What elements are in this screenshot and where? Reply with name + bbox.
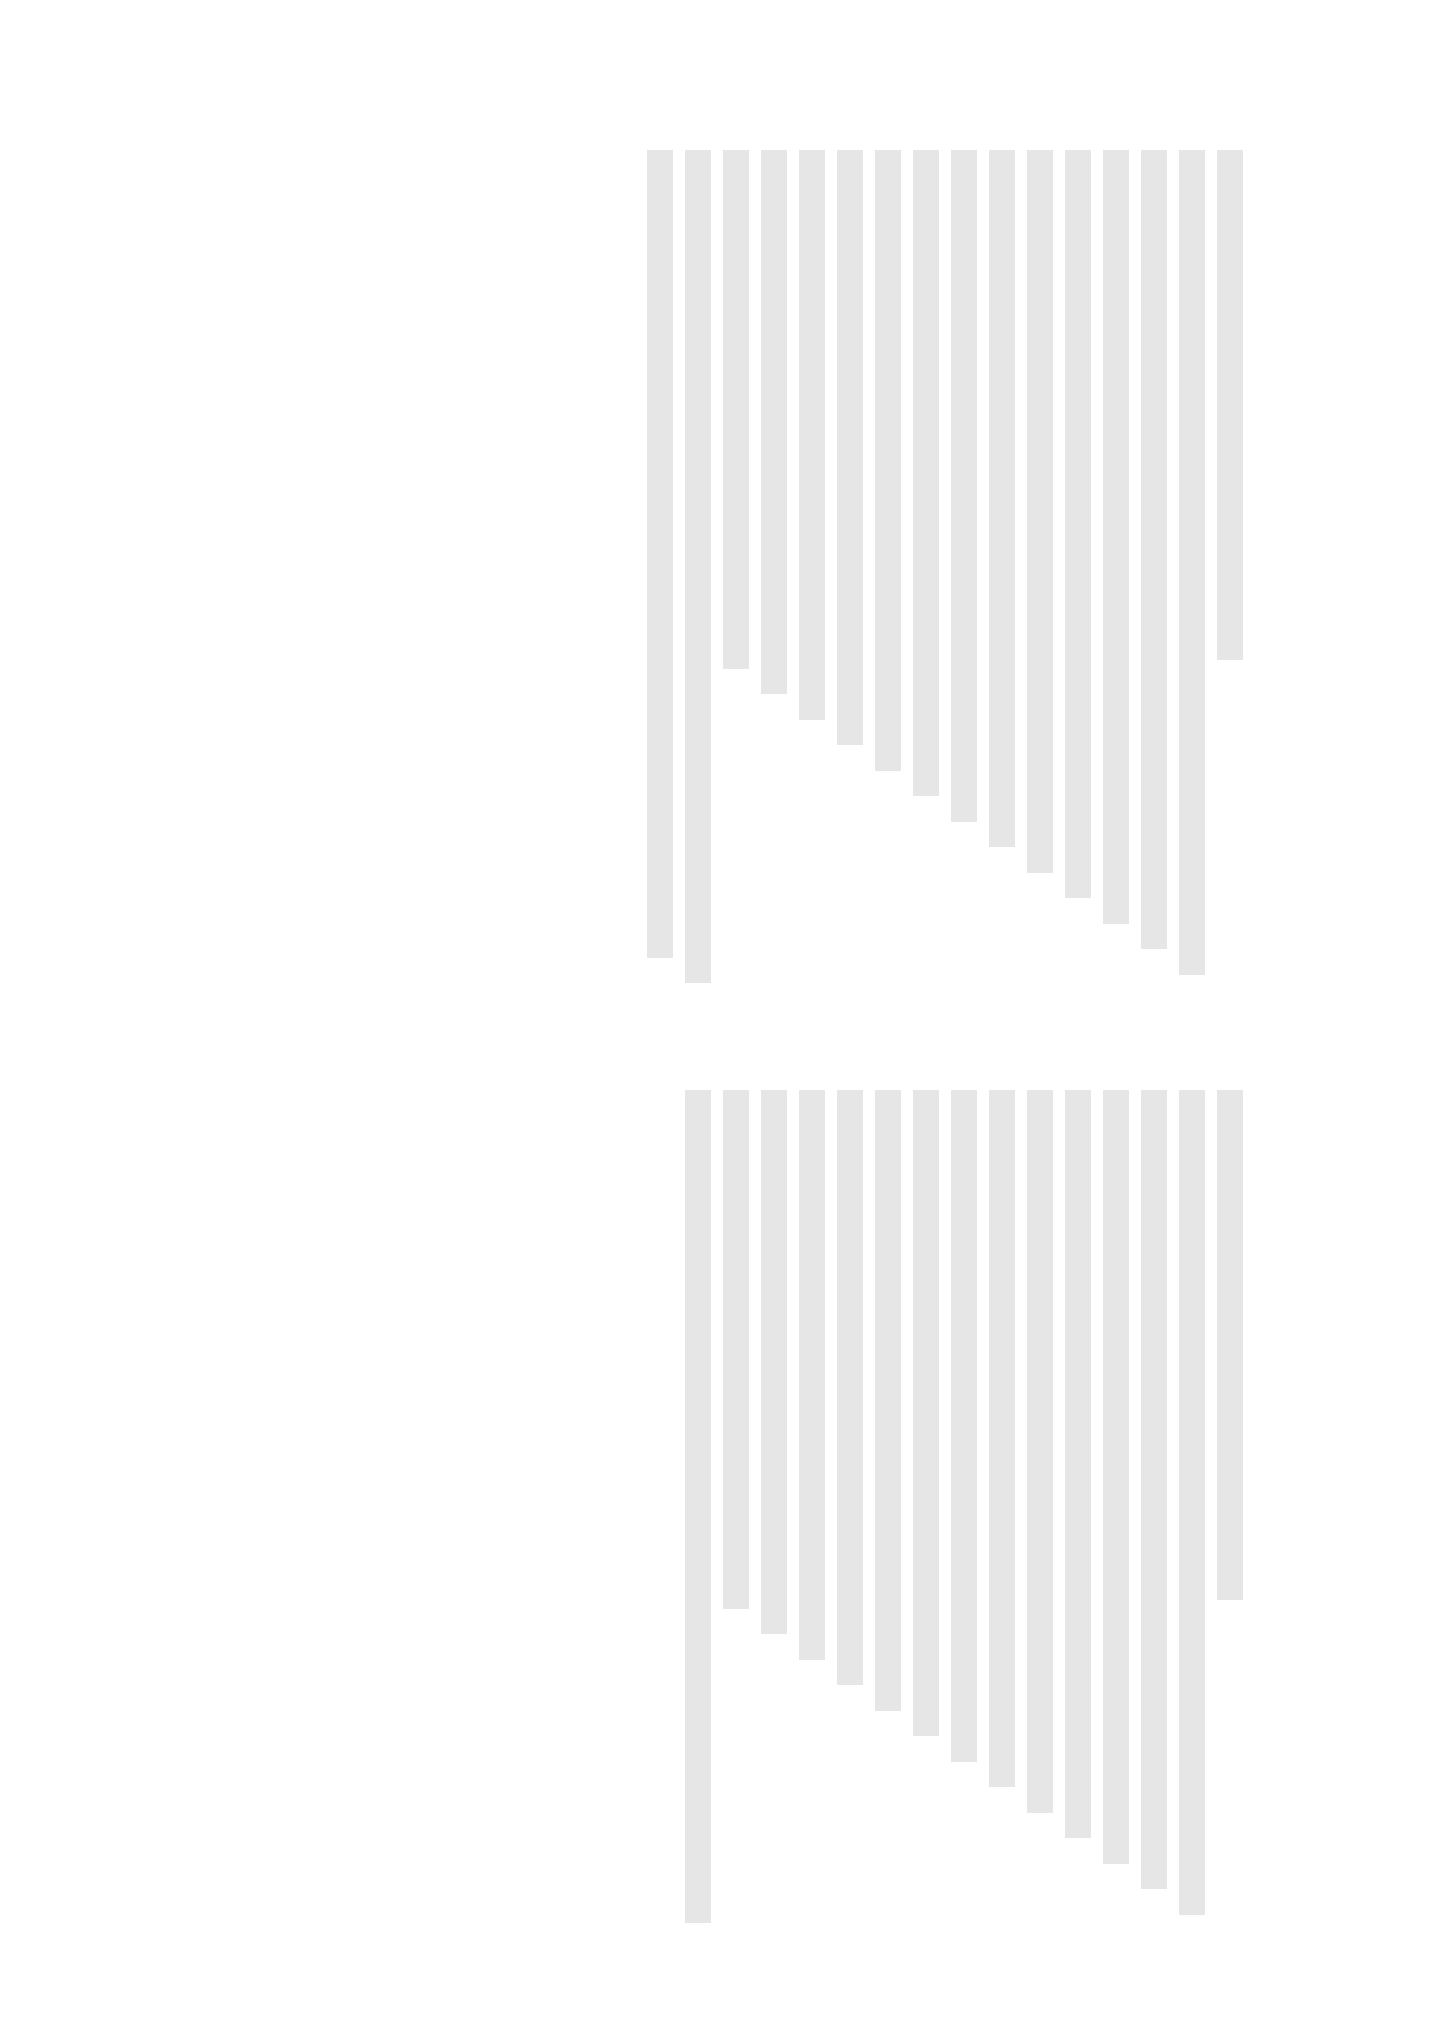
text-column-placeholder bbox=[875, 150, 901, 771]
text-column-placeholder bbox=[799, 1090, 825, 1660]
text-column-placeholder bbox=[723, 150, 749, 669]
text-column-placeholder bbox=[951, 1090, 977, 1762]
text-column-placeholder bbox=[989, 1090, 1015, 1787]
text-block-top bbox=[647, 150, 1243, 1000]
text-column-placeholder bbox=[685, 150, 711, 983]
text-column-placeholder bbox=[799, 150, 825, 720]
text-column-placeholder bbox=[1065, 150, 1091, 898]
text-column-placeholder bbox=[761, 1090, 787, 1634]
text-column-placeholder bbox=[989, 150, 1015, 847]
text-column-placeholder bbox=[1179, 1090, 1205, 1915]
text-column-placeholder bbox=[647, 150, 673, 958]
text-column-placeholder bbox=[685, 1090, 711, 1923]
text-column-placeholder bbox=[723, 1090, 749, 1609]
text-column-placeholder bbox=[951, 150, 977, 822]
text-column-placeholder bbox=[1179, 150, 1205, 975]
text-column-placeholder bbox=[1217, 1090, 1243, 1600]
text-column-placeholder bbox=[1141, 1090, 1167, 1889]
text-column-placeholder bbox=[1217, 150, 1243, 660]
text-column-placeholder bbox=[913, 150, 939, 796]
text-column-placeholder bbox=[761, 150, 787, 694]
text-block-bottom bbox=[685, 1090, 1243, 1940]
text-column-placeholder bbox=[837, 150, 863, 745]
text-column-placeholder bbox=[1103, 1090, 1129, 1864]
text-column-placeholder bbox=[1141, 150, 1167, 949]
text-column-placeholder bbox=[1027, 1090, 1053, 1813]
text-column-placeholder bbox=[913, 1090, 939, 1736]
text-column-placeholder bbox=[1065, 1090, 1091, 1838]
text-column-placeholder bbox=[1027, 150, 1053, 873]
text-column-placeholder bbox=[875, 1090, 901, 1711]
text-column-placeholder bbox=[837, 1090, 863, 1685]
text-column-placeholder bbox=[1103, 150, 1129, 924]
